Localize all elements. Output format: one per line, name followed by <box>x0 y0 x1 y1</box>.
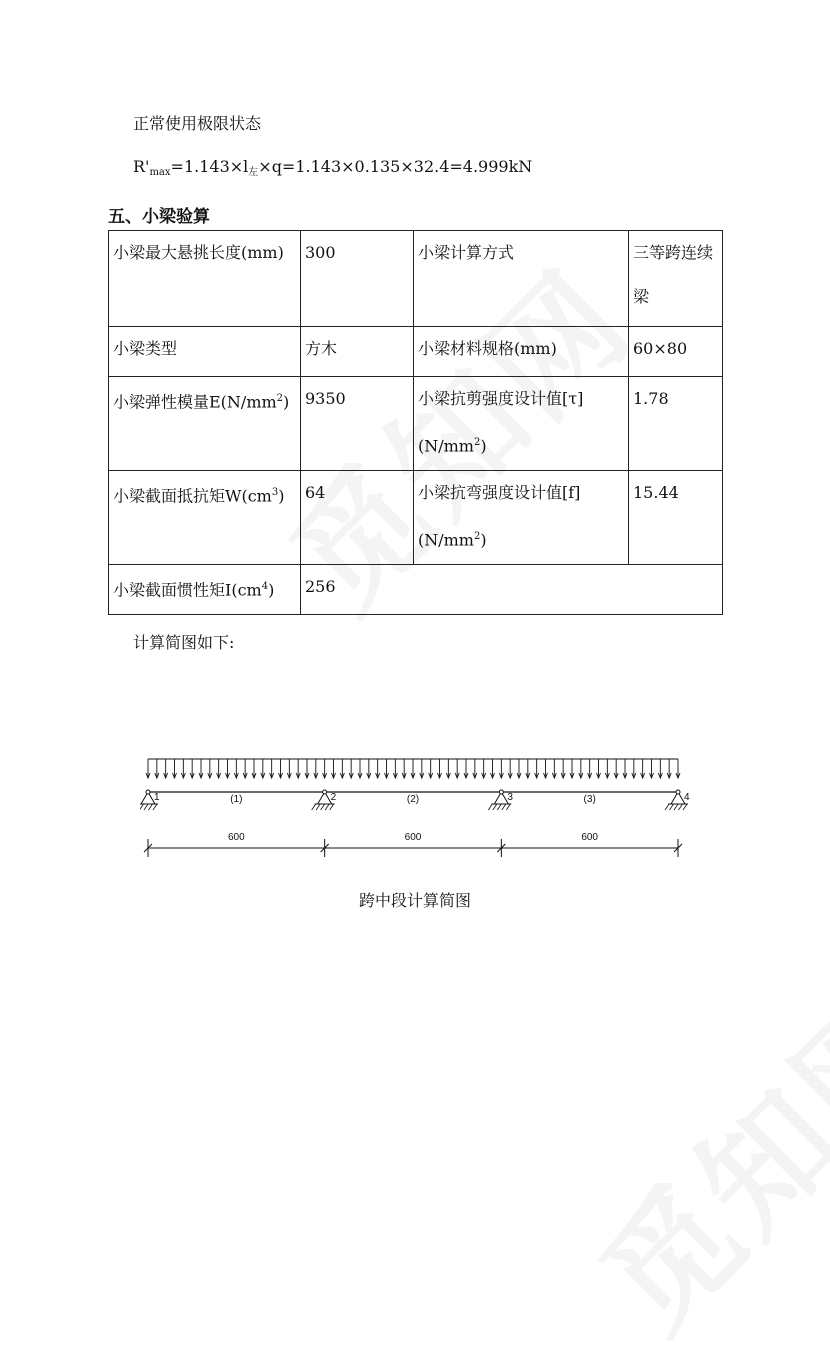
dimension-label: 600 <box>581 832 599 843</box>
support-hatch <box>497 804 501 810</box>
formula-r-sub: max <box>149 167 171 178</box>
support-hatch <box>502 804 506 810</box>
support-hatch <box>670 804 674 810</box>
table-cell: 60×80 <box>629 327 723 377</box>
support-hinge <box>146 790 150 794</box>
diagram-caption: 跨中段计算简图 <box>358 891 471 910</box>
table-cell: 64 <box>301 471 414 565</box>
table-row <box>109 377 723 471</box>
table-cell: 三等跨连续梁 <box>629 231 723 327</box>
distributed-load <box>146 759 680 778</box>
table-cell: 256 <box>301 565 723 615</box>
table-cell: 小梁截面惯性矩$I(cm^4)$ <box>109 565 301 615</box>
section-heading: 五、小梁验算 <box>108 207 210 227</box>
formula <box>133 157 532 183</box>
support-label: 3 <box>507 792 513 803</box>
spec-table <box>108 230 723 615</box>
formula-mid: =1.143×l <box>170 157 249 176</box>
dimension-lines <box>144 832 682 857</box>
support-hatch <box>316 804 320 810</box>
table-row <box>109 327 723 377</box>
formula-rest: ×q=1.143×0.135×32.4=4.999kN <box>258 157 533 176</box>
table-cell: 小梁计算方式 <box>414 231 629 327</box>
beam-diagram <box>140 750 690 865</box>
support-hatch <box>325 804 329 810</box>
support-hatch <box>153 804 157 810</box>
support-hatch <box>144 804 148 810</box>
support-label: 2 <box>330 792 337 803</box>
table-cell: 小梁最大悬挑长度(mm) <box>109 231 301 327</box>
table-cell: 小梁材料规格(mm) <box>414 327 629 377</box>
support-hatch <box>506 804 510 810</box>
support-label: 1 <box>154 792 160 803</box>
formula-l-sub: 左 <box>248 167 259 178</box>
table-cell: 小梁截面抵抗矩$W(cm^3)$ <box>109 471 301 565</box>
table-cell: 15.44 <box>629 471 723 565</box>
support-hatch <box>493 804 497 810</box>
table-cell: 9350 <box>301 377 414 471</box>
support-hinge <box>676 790 680 794</box>
table-cell: 小梁弹性模量$E(N/mm^2)$ <box>109 377 301 471</box>
support-hatch <box>674 804 678 810</box>
supports <box>140 790 690 810</box>
table-row <box>109 471 723 565</box>
table-cell: 300 <box>301 231 414 327</box>
span-label: (1) <box>230 794 243 805</box>
support-label: 4 <box>684 792 690 803</box>
table-row <box>109 565 723 615</box>
support-hatch <box>665 804 669 810</box>
span-label: (3) <box>583 794 596 805</box>
diagram-intro: 计算简图如下: <box>133 633 235 652</box>
span-label: (2) <box>406 794 420 805</box>
table-cell: 小梁抗弯强度设计值$[f](N/mm^2)$ <box>414 471 629 565</box>
table-cell: 小梁类型 <box>109 327 301 377</box>
support-hatch <box>488 804 492 810</box>
support-hinge <box>323 790 327 794</box>
dimension-label: 600 <box>227 832 245 843</box>
support-hatch <box>149 804 153 810</box>
table-cell: 1.78 <box>629 377 723 471</box>
support-hatch <box>321 804 325 810</box>
watermark <box>554 943 830 1364</box>
table-row <box>109 231 723 327</box>
support-hatch <box>312 804 316 810</box>
support-hatch <box>330 804 334 810</box>
dimension-label: 600 <box>404 832 422 843</box>
formula-r: R' <box>133 157 150 176</box>
table-cell: 小梁抗剪强度设计值$[\tau](N/mm^2)$ <box>414 377 629 471</box>
support-hatch <box>679 804 683 810</box>
table-cell: 方木 <box>301 327 414 377</box>
support-hatch <box>683 804 687 810</box>
support-hinge <box>499 790 503 794</box>
intro-text: 正常使用极限状态 <box>133 114 262 133</box>
support-hatch <box>140 804 144 810</box>
